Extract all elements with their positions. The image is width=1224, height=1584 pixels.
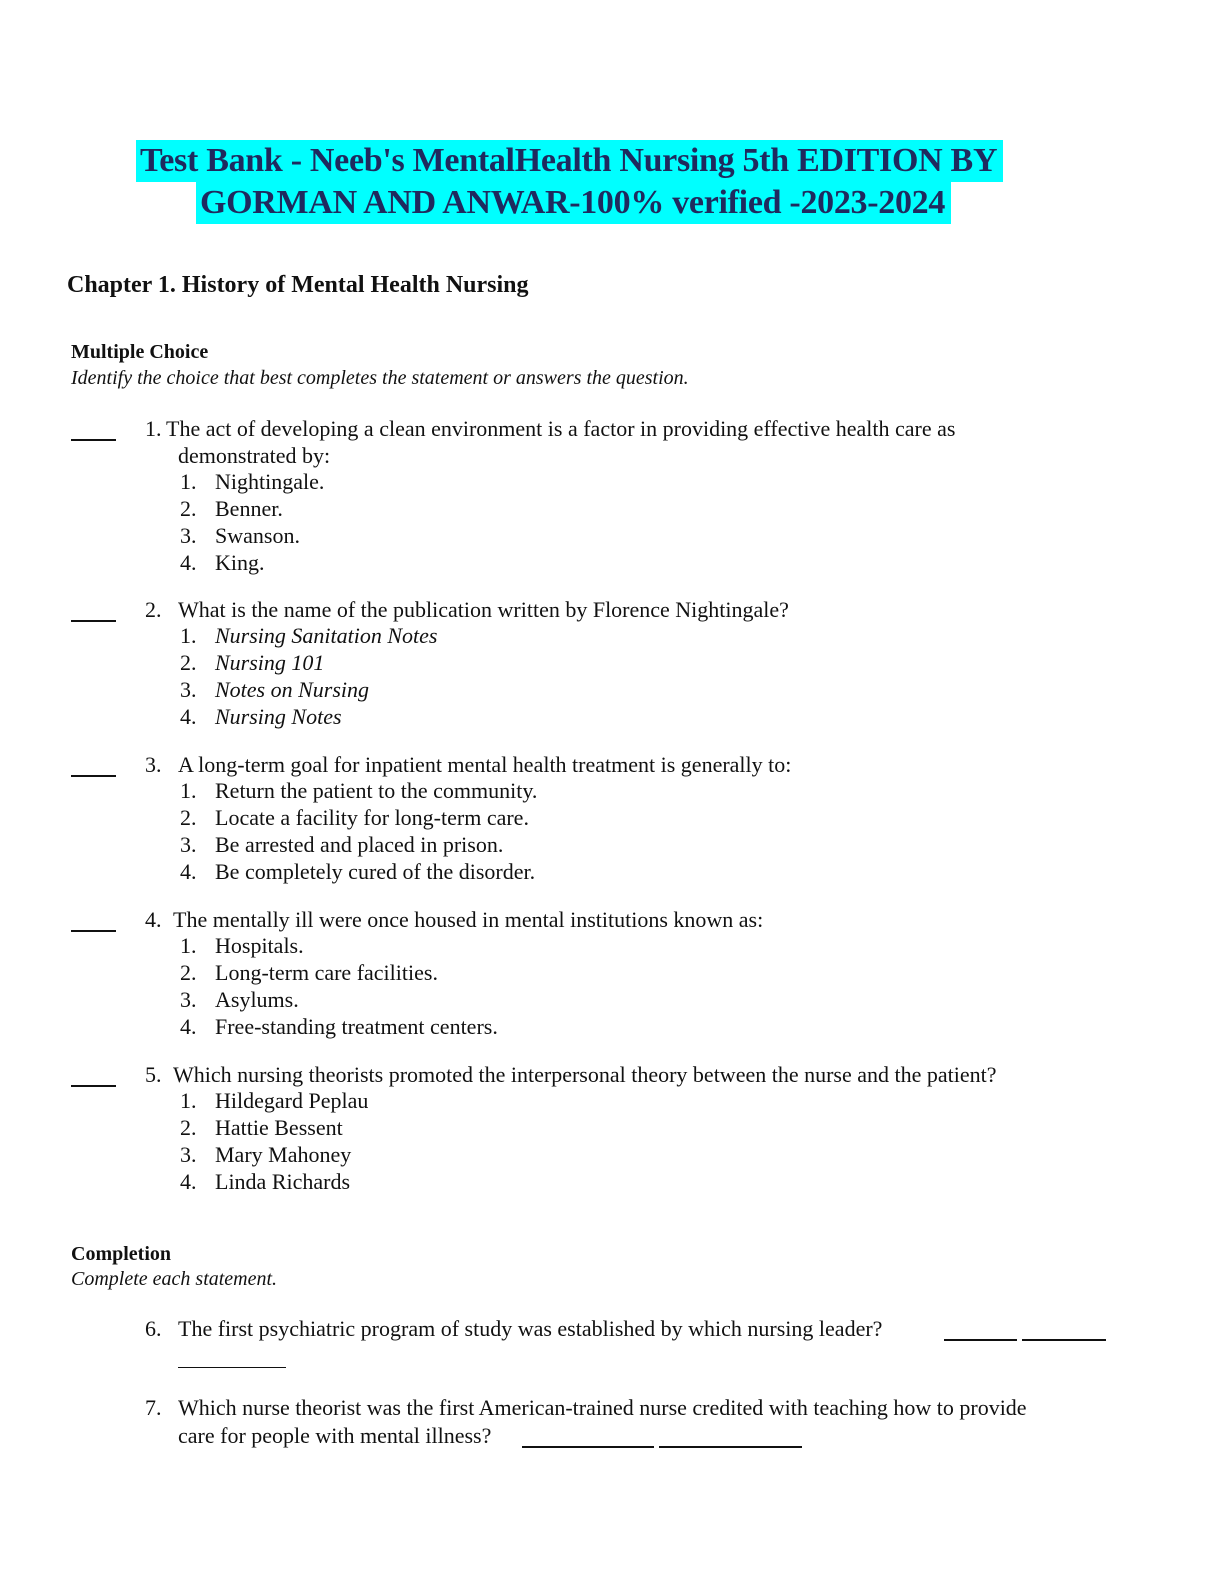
- answer-blank[interactable]: [178, 1367, 286, 1368]
- option-number: 1.: [180, 1088, 197, 1113]
- document-title-line-2: GORMAN AND ANWAR-100% verified -2023-2024: [196, 182, 951, 224]
- option-number: 4.: [180, 550, 197, 575]
- question-text: Which nurse theorist was the first American-trained nurse credited with teaching how to provide: [178, 1395, 1027, 1420]
- option-text: Nursing 101: [215, 650, 325, 675]
- option-text: Benner.: [215, 496, 283, 521]
- option-text: Notes on Nursing: [215, 677, 370, 702]
- option-text: Nursing Sanitation Notes: [215, 623, 438, 648]
- question-text: The act of developing a clean environment is a factor in providing effective health care as: [166, 416, 956, 441]
- option-number: 1.: [180, 933, 197, 958]
- answer-blank[interactable]: [71, 1085, 116, 1087]
- option-number: 4.: [180, 704, 197, 729]
- answer-blank[interactable]: [659, 1446, 802, 1448]
- option-text: Long-term care facilities.: [215, 960, 438, 985]
- document-title-line-1: Test Bank - Neeb's MentalHealth Nursing 5th EDITION BY: [136, 140, 1003, 182]
- question-number: 1.: [145, 416, 162, 441]
- option-number: 2.: [180, 650, 197, 675]
- question-text: The mentally ill were once housed in mental institutions known as:: [173, 907, 764, 932]
- option-text: Hildegard Peplau: [215, 1088, 369, 1113]
- option-text: Be arrested and placed in prison.: [215, 832, 504, 857]
- multiple-choice-heading: Multiple Choice: [71, 341, 209, 363]
- option-text: Nightingale.: [215, 469, 325, 494]
- option-number: 4.: [180, 1169, 197, 1194]
- option-number: 2.: [180, 805, 197, 830]
- option-number: 3.: [180, 987, 197, 1012]
- question-text: Which nursing theorists promoted the interpersonal theory between the nurse and the patient?: [173, 1062, 997, 1087]
- option-text: Nursing Notes: [215, 704, 342, 729]
- completion-instructions: Complete each statement.: [71, 1268, 278, 1290]
- chapter-heading: Chapter 1. History of Mental Health Nursing: [67, 272, 529, 298]
- option-number: 4.: [180, 1014, 197, 1039]
- answer-blank[interactable]: [71, 930, 116, 932]
- answer-blank[interactable]: [71, 620, 116, 622]
- question-number: 6.: [145, 1316, 162, 1341]
- question-text: care for people with mental illness?: [178, 1423, 492, 1448]
- option-number: 1.: [180, 778, 197, 803]
- question-text: The first psychiatric program of study was established by which nursing leader?: [178, 1316, 883, 1341]
- answer-blank[interactable]: [71, 775, 116, 777]
- question-text: What is the name of the publication written by Florence Nightingale?: [178, 597, 789, 622]
- option-text: Free-standing treatment centers.: [215, 1014, 498, 1039]
- question-number: 5.: [145, 1062, 162, 1087]
- question-number: 3.: [145, 752, 162, 777]
- question-text: demonstrated by:: [178, 443, 331, 468]
- question-number: 2.: [145, 597, 162, 622]
- option-text: Swanson.: [215, 523, 300, 548]
- answer-blank[interactable]: [1022, 1339, 1106, 1341]
- option-number: 2.: [180, 960, 197, 985]
- answer-blank[interactable]: [944, 1339, 1017, 1341]
- option-text: Return the patient to the community.: [215, 778, 538, 803]
- completion-heading: Completion: [71, 1243, 171, 1265]
- option-number: 1.: [180, 469, 197, 494]
- option-text: Linda Richards: [215, 1169, 351, 1194]
- question-number: 7.: [145, 1395, 162, 1420]
- question-text: A long-term goal for inpatient mental health treatment is generally to:: [178, 752, 792, 777]
- option-text: Asylums.: [215, 987, 299, 1012]
- multiple-choice-instructions: Identify the choice that best completes the statement or answers the question.: [71, 367, 689, 389]
- option-number: 3.: [180, 1142, 197, 1167]
- option-number: 2.: [180, 496, 197, 521]
- option-number: 3.: [180, 832, 197, 857]
- option-text: Locate a facility for long-term care.: [215, 805, 529, 830]
- option-number: 3.: [180, 677, 197, 702]
- option-text: King.: [215, 550, 265, 575]
- option-number: 3.: [180, 523, 197, 548]
- option-number: 4.: [180, 859, 197, 884]
- option-text: Hattie Bessent: [215, 1115, 343, 1140]
- answer-blank[interactable]: [71, 439, 116, 441]
- question-number: 4.: [145, 907, 162, 932]
- option-text: Mary Mahoney: [215, 1142, 352, 1167]
- answer-blank[interactable]: [522, 1446, 654, 1448]
- option-text: Be completely cured of the disorder.: [215, 859, 536, 884]
- option-number: 2.: [180, 1115, 197, 1140]
- option-text: Hospitals.: [215, 933, 304, 958]
- option-number: 1.: [180, 623, 197, 648]
